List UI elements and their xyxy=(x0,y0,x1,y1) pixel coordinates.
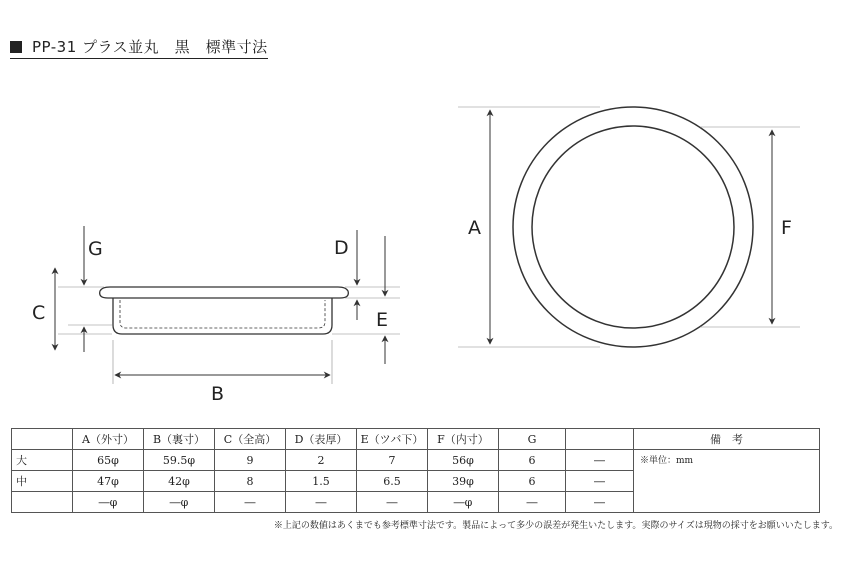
table-cell: ― xyxy=(566,492,634,513)
label-c: C xyxy=(32,302,46,324)
table-cell: 42φ xyxy=(144,471,215,492)
flange-outline xyxy=(100,287,349,298)
label-a: A xyxy=(468,217,481,239)
table-cell: ― xyxy=(566,450,634,471)
header-cell: C（全高） xyxy=(215,429,286,450)
spec-table xyxy=(11,428,820,513)
label-d: D xyxy=(334,237,349,259)
outer-ring xyxy=(513,107,753,347)
table-cell: 8 xyxy=(215,471,286,492)
header-cell: A（外寸） xyxy=(73,429,144,450)
table-cell: 7 xyxy=(357,450,428,471)
table-cell: 47φ xyxy=(73,471,144,492)
table-cell: 9 xyxy=(215,450,286,471)
table-cell: 6 xyxy=(499,450,566,471)
table-cell: ―φ xyxy=(428,492,499,513)
table-row xyxy=(12,450,820,471)
label-g: G xyxy=(88,238,103,260)
header-cell: B（裏寸） xyxy=(144,429,215,450)
size-cell: 中 xyxy=(12,471,73,492)
size-cell xyxy=(12,492,73,513)
header-cell xyxy=(566,429,634,450)
footnote: ※上記の数値はあくまでも参考標準寸法です。製品によって多少の誤差が発生いたします。実際のサイズは現物の採寸をお願いいたします。 xyxy=(273,521,838,531)
table-cell: ― xyxy=(215,492,286,513)
table-header-row xyxy=(12,429,820,450)
top-view xyxy=(458,107,800,347)
remarks-cell: ※単位：mm xyxy=(634,450,820,513)
label-e: E xyxy=(376,309,389,331)
inner-ring xyxy=(532,126,734,328)
header-cell: 備 考 xyxy=(634,429,820,450)
header-cell: E（ツバ下） xyxy=(357,429,428,450)
title-text: PP-31 プラス並丸 黒 標準寸法 xyxy=(32,38,268,56)
size-cell: 大 xyxy=(12,450,73,471)
header-cell: G xyxy=(499,429,566,450)
header-cell xyxy=(12,429,73,450)
label-b: B xyxy=(211,383,225,405)
label-f: F xyxy=(781,217,792,239)
table-cell: ― xyxy=(357,492,428,513)
table-cell: 2 xyxy=(286,450,357,471)
table-cell: 56φ xyxy=(428,450,499,471)
header-cell: F（内寸） xyxy=(428,429,499,450)
table-cell: 6 xyxy=(499,471,566,492)
table-cell: ― xyxy=(566,471,634,492)
table-cell: ―φ xyxy=(144,492,215,513)
bowl-outline xyxy=(113,298,332,334)
header-cell: D（表厚） xyxy=(286,429,357,450)
table-cell: ― xyxy=(499,492,566,513)
inner-bowl-line xyxy=(120,300,325,328)
table-cell: 39φ xyxy=(428,471,499,492)
table-cell: ―φ xyxy=(73,492,144,513)
table-cell: 59.5φ xyxy=(144,450,215,471)
table-cell: ― xyxy=(286,492,357,513)
table-cell: 65φ xyxy=(73,450,144,471)
table-cell: 1.5 xyxy=(286,471,357,492)
table-cell: 6.5 xyxy=(357,471,428,492)
